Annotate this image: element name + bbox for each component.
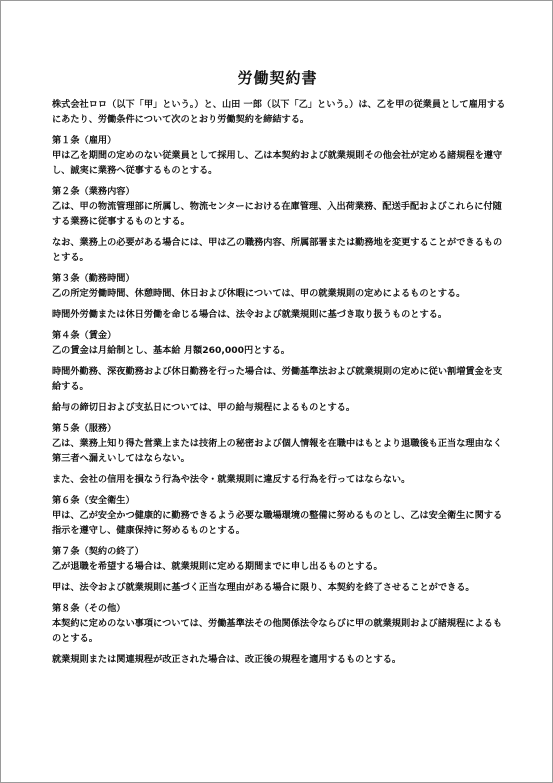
article-heading: 第８条（その他） [52,603,126,614]
article-paragraph: 甲は乙を期間の定めのない従業員として採用し、乙は本契約および就業規則その他会社が定める諸規程を遵守し、誠実に業務へ従事するものとする。 [52,150,503,176]
article-paragraph: 乙の所定労働時間、休憩時間、休日および休暇については、甲の就業規則の定めによるものとする。 [52,288,466,299]
article-6 [52,493,506,538]
document-title: 労働契約書 [237,69,318,87]
article-paragraph: なお、業務上の必要がある場合には、甲は乙の職務内容、所属部署または勤務地を変更することができるものとする。 [52,237,503,263]
article-paragraph: 時間外勤務、深夜勤務および休日勤務を行った場合は、労働基準法および就業規則の定めに従い割増賃金を支給する。 [52,366,503,392]
article-8 [52,601,506,667]
article-paragraph: 本契約に定めのない事項については、労働基準法その他関係法令ならびに甲の就業規則および諸規程によるものとする。 [52,618,503,644]
article-heading: 第４条（賃金） [52,330,117,341]
article-5 [52,421,506,487]
article-3 [52,271,506,322]
article-heading: 第１条（雇用） [52,135,117,146]
article-heading: 第５条（服務） [52,423,117,434]
article-7 [52,544,506,595]
article-paragraph: 乙の賃金は月給制とし、基本給 月額260,000円とする。 [52,345,290,356]
article-paragraph: 就業規則または関連規程が改正された場合は、改正後の規程を適用するものとする。 [52,654,402,665]
document-body [52,97,506,667]
article-1 [52,133,506,178]
article-paragraph: 乙が退職を希望する場合は、就業規則に定める期間までに申し出るものとする。 [52,561,383,572]
article-4 [52,328,506,415]
article-paragraph: 時間外労働または休日労働を命じる場合は、法令および就業規則に基づき取り扱うものとする。 [52,309,448,320]
article-paragraph: 甲は、乙が安全かつ健康的に勤務できるよう必要な職場環境の整備に努めるものとし、乙は安全衛生に関する指示を遵守し、健康保持に努めるものとする。 [52,510,503,536]
article-heading: 第３条（勤務時間） [52,273,135,284]
article-paragraph: 乙は、甲の物流管理部に所属し、物流センターにおける在庫管理、入出荷業務、配送手配およびこれらに付随する業務に従事するものとする。 [52,201,502,227]
article-paragraph: また、会社の信用を損なう行為や法令・就業規則に違反する行為を行ってはならない。 [52,474,411,485]
article-heading: 第６条（安全衛生） [52,495,135,506]
article-2 [52,184,506,265]
article-paragraph: 乙は、業務上知り得た営業上または技術上の秘密および個人情報を在職中はもとより退職後も正当な理由なく第三者へ漏えいしてはならない。 [52,438,503,464]
article-paragraph: 給与の締切日および支払日については、甲の給与規程によるものとする。 [52,402,356,413]
article-paragraph: 甲は、法令および就業規則に基づく正当な理由がある場合に限り、本契約を終了させることができる。 [52,582,475,593]
article-heading: 第２条（業務内容） [52,186,135,197]
intro-paragraph: 株式会社ロロ（以下「甲」という。）と、山田 一郎（以下「乙」という。）は、乙を甲の従業員として雇用するにあたり、労働条件について次のとおり労働契約を締結する。 [52,99,506,125]
article-heading: 第７条（契約の終了） [52,546,144,557]
